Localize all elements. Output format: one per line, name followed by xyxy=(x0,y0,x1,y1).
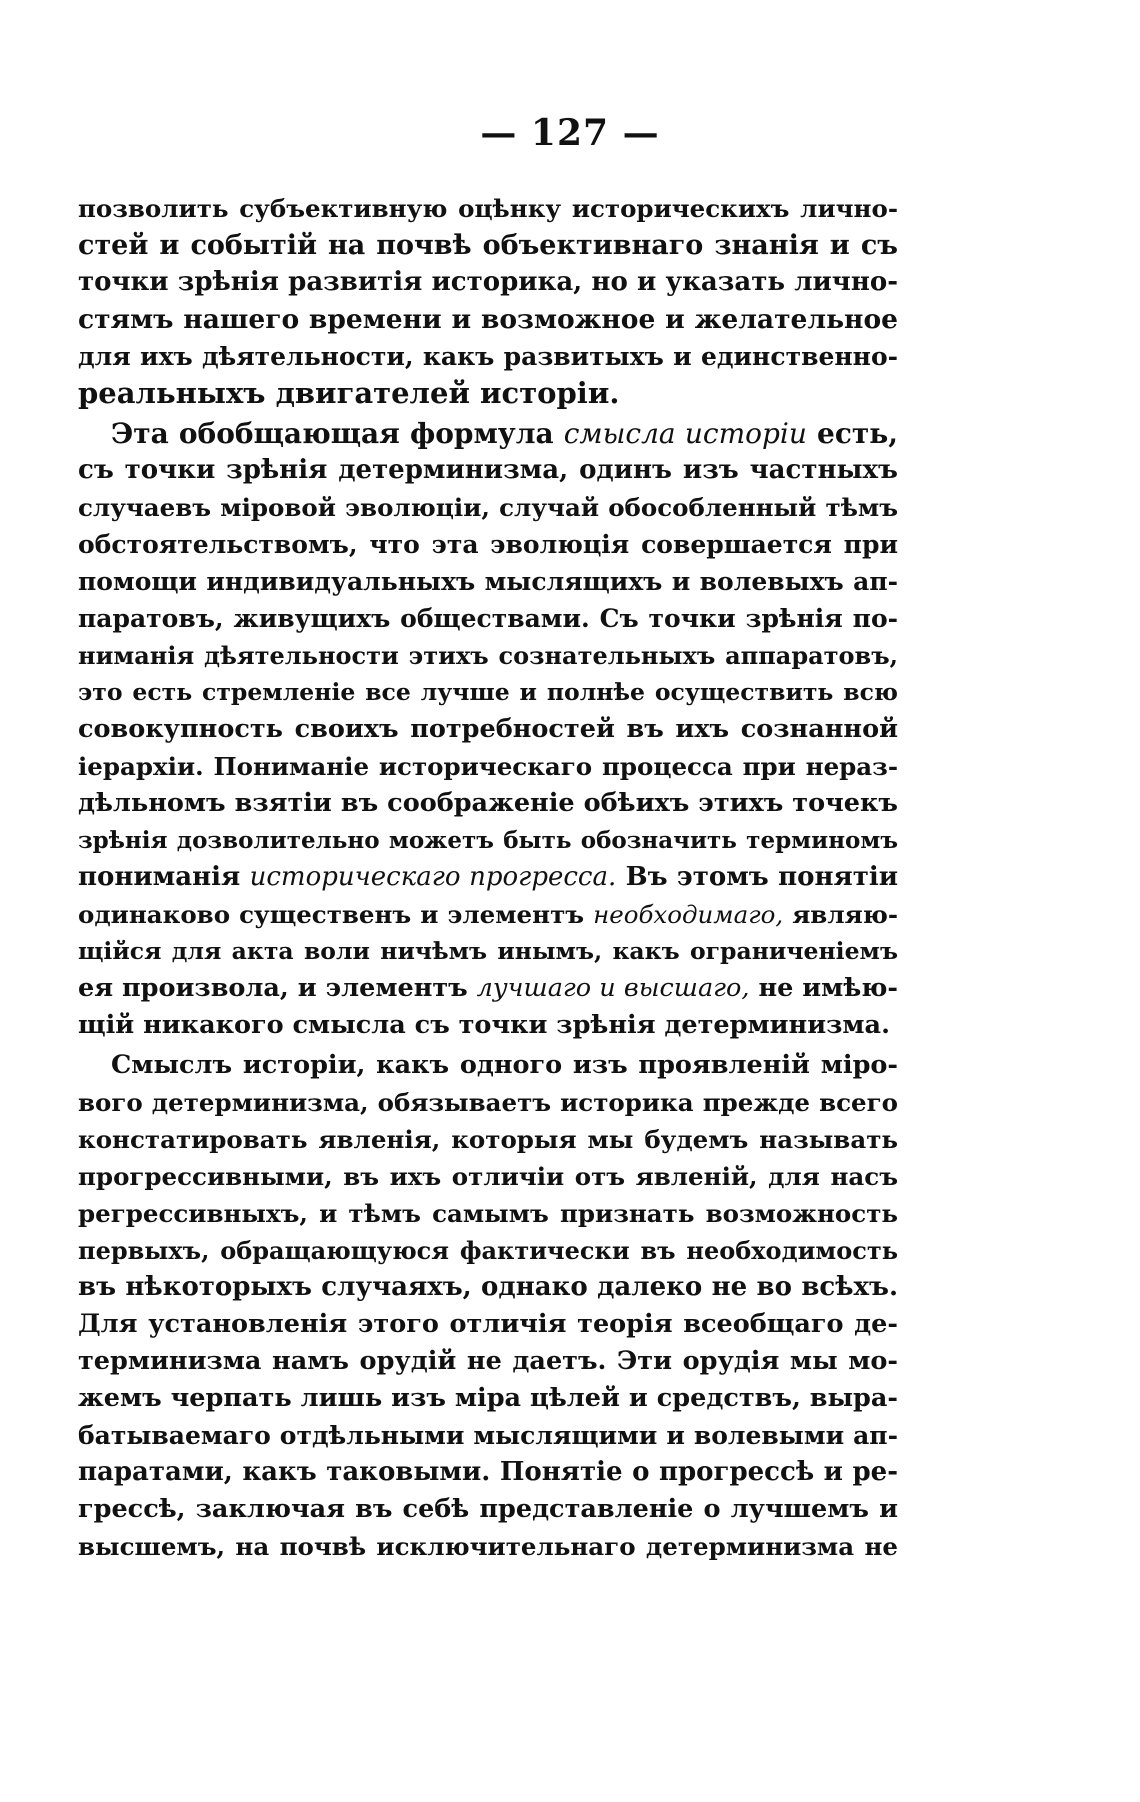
text-line: батываемаго отдѣльными мыслящими и волевыми ап- xyxy=(78,1421,898,1450)
text-line: зрѣнія дозволительно можетъ быть обозначить терминомъ xyxy=(78,827,898,854)
text-line: обстоятельствомъ, что эта эволюція совершается при xyxy=(78,530,898,559)
text-line: дѣльномъ взятіи въ соображеніе обѣихъ этихъ точекъ xyxy=(78,788,898,818)
paragraph xyxy=(78,190,898,412)
text-line: позволить субъективную оцѣнку историческихъ лично- xyxy=(78,194,898,223)
paragraph xyxy=(78,415,898,1044)
text-line: точки зрѣнія развитія историка, но и указать лично- xyxy=(78,267,898,297)
text-line: терминизма намъ орудій не даетъ. Эти орудія мы мо- xyxy=(78,1346,898,1376)
text-line xyxy=(78,859,898,896)
text-line: въ нѣкоторыхъ случаяхъ, однако далеко не во всѣхъ. xyxy=(78,1272,898,1302)
text-line: жемъ черпать лишь изъ міра цѣлей и средствъ, выра- xyxy=(78,1383,898,1413)
page-body xyxy=(78,190,898,1565)
text-line: щійся для акта воли ничѣмъ инымъ, какъ ограниченіемъ xyxy=(78,937,898,965)
text-line: реальныхъ двигателей исторіи. xyxy=(78,376,620,410)
text-run: есть, xyxy=(806,417,898,450)
text-line: паратовъ, живущихъ обществами. Съ точки зрѣнія по- xyxy=(78,604,898,633)
text-run: являю- xyxy=(783,900,898,929)
text-line: стей и событій на почвѣ объективнаго знанія и съ xyxy=(78,230,898,261)
text-run: ея произвола, и элементъ xyxy=(78,973,477,1003)
text-line: высшемъ, на почвѣ исключительнаго детерминизма не xyxy=(78,1532,898,1561)
text-line: грессѣ, заключая въ себѣ представленіе о лучшемъ и xyxy=(78,1494,898,1524)
text-run: не имѣю- xyxy=(749,973,898,1003)
text-run: Эта обобщающая формула xyxy=(111,417,564,450)
text-line xyxy=(78,415,898,452)
text-line: ниманія дѣятельности этихъ сознательныхъ аппаратовъ, xyxy=(78,641,898,670)
text-line: случаевъ міровой эволюціи, случай обособленный тѣмъ xyxy=(78,493,898,522)
text-line: щій никакого смысла съ точки зрѣнія детерминизма. xyxy=(78,1010,890,1040)
text-line: совокупность своихъ потребностей въ ихъ сознанной xyxy=(78,714,898,744)
text-line: Для установленія этого отличія теорія всеобщаго де- xyxy=(78,1309,898,1339)
text-line xyxy=(78,970,898,1007)
text-line: регрессивныхъ, и тѣмъ самымъ признать возможность xyxy=(78,1199,898,1228)
text-line: стямъ нашего времени и возможное и желательное xyxy=(78,304,898,335)
italic-phrase: необходимаго, xyxy=(593,900,784,929)
text-line: съ точки зрѣнія детерминизма, одинъ изъ частныхъ xyxy=(78,455,898,485)
text-line: паратами, какъ таковыми. Понятіе о прогрессѣ и ре- xyxy=(78,1457,898,1487)
text-line: для ихъ дѣятельности, какъ развитыхъ и единственно- xyxy=(78,342,898,371)
text-run: одинаково существенъ и элементъ xyxy=(78,900,594,929)
text-line xyxy=(78,896,898,933)
text-line: вого детерминизма, обязываетъ историка прежде всего xyxy=(78,1088,898,1117)
page-number: — 127 — xyxy=(480,112,660,154)
italic-phrase: историческаго прогресса. xyxy=(249,862,617,892)
text-run: Въ этомъ понятіи xyxy=(616,862,898,892)
text-line: іерархіи. Пониманіе историческаго процесса при нераз- xyxy=(78,752,898,781)
paragraph xyxy=(78,1047,898,1565)
text-line: прогрессивными, въ ихъ отличіи отъ явленій, для насъ xyxy=(78,1162,898,1191)
italic-phrase: лучшаго и высшаго, xyxy=(476,973,750,1003)
text-line: констатировать явленія, которыя мы будемъ называть xyxy=(78,1125,898,1154)
italic-phrase: смысла исторіи xyxy=(563,417,807,450)
text-line: помощи индивидуальныхъ мыслящихъ и волевыхъ ап- xyxy=(78,567,898,596)
text-run: пониманія xyxy=(78,862,250,892)
text-line: Смыслъ исторіи, какъ одного изъ проявленій міро- xyxy=(111,1050,898,1080)
text-line: это есть стремленіе все лучше и полнѣе осуществить всю xyxy=(78,678,898,706)
text-line: первыхъ, обращающуюся фактически въ необходимость xyxy=(78,1236,898,1265)
